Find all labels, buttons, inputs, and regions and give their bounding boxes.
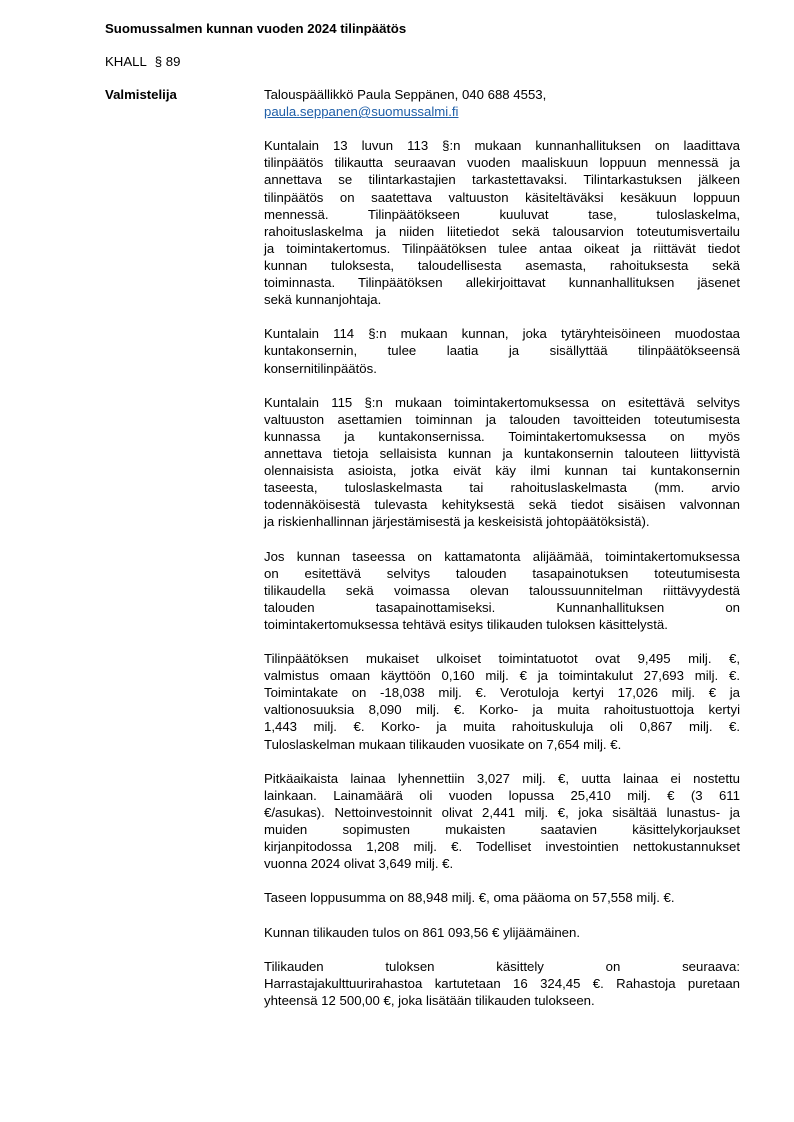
paragraph-line: Tilikauden tuloksen käsittely on seuraava: xyxy=(264,958,740,974)
paragraph-line: rahoituslaskelma ja niiden liitetiedot sekä talousarvion toteutumisvertailu xyxy=(264,223,740,239)
paragraph-line: todennäköisestä tulevasta kehityksestä sekä tiedot sisäisen valvonnan xyxy=(264,497,740,513)
paragraph-line: valmistus omaan käyttöön 0,160 milj. € ja toimintakulut 27,693 milj. €. xyxy=(264,668,740,684)
meeting-reference xyxy=(105,53,180,70)
paragraph-line: valtionosuuksia 8,090 milj. €. Korko- ja muita rahoitustuottoja kertyi xyxy=(264,702,740,718)
paragraph-line: ja riskienhallinnan järjestämisestä ja keskeisistä johtopäätöksistä). xyxy=(264,514,650,530)
paragraph-line: €/asukas). Nettoinvestoinnit olivat 2,441 milj. €, joka sisältää lunastus- ja xyxy=(264,804,740,820)
body-paragraph xyxy=(264,137,740,308)
paragraph-line: mennessä. Tilinpäätökseen kuuluvat tase, tuloslaskelma, xyxy=(264,206,740,222)
paragraph-line: taseesta, tuloslaskelmasta tai rahoituslaskelmasta (mm. arvio xyxy=(264,480,740,496)
paragraph-line: toimintakertomuksessa tehtävä esitys tilikauden tuloksen käsittelystä. xyxy=(264,616,668,632)
body-paragraph xyxy=(264,650,740,753)
body-paragraph xyxy=(264,548,740,633)
paragraph-line: on esitettävä selvitys talouden tasapainotuksen toteutumisesta xyxy=(264,565,740,581)
paragraph-line: kunnan tuloksesta, taloudellisesta asemasta, rahoituksesta sekä xyxy=(264,257,740,273)
paragraph-line: muiden sopimusten mukaisten saatavien käsittelykorjaukset xyxy=(264,822,740,838)
paragraph-line: olennaisista asioista, jotka eivät käy ilmi kunnan tai kuntakonsernin xyxy=(264,463,740,479)
paragraph-line: toiminnasta. Tilinpäätöksen allekirjoittavat kunnanhallituksen jäsenet xyxy=(264,275,740,291)
body-paragraph xyxy=(264,325,740,376)
body-paragraph xyxy=(264,924,740,941)
paragraph-line: kirjanpitodossa 1,208 milj. €. Todelliset investointien nettokustannukset xyxy=(264,839,740,855)
paragraph-line: tilikaudella sekä voimassa olevan taloussuunnitelman riittävyydestä xyxy=(264,582,740,598)
body-paragraph xyxy=(264,394,740,531)
paragraph-line: Harrastajakulttuurirahastoa kartutetaan 16 324,45 €. Rahastoja puretaan xyxy=(264,975,740,991)
paragraph-line: annettava tietoja sellaisista kunnan ja kuntakonsernin talouteen liittyvistä xyxy=(264,445,740,461)
paragraph-line: kuntakonsernin, tulee laatia ja sisällyttää tilinpäätökseensä xyxy=(264,343,740,359)
body-paragraph xyxy=(264,958,740,1009)
paragraph-line: Taseen loppusumma on 88,948 milj. €, oma pääoma on 57,558 milj. €. xyxy=(264,890,675,906)
paragraph-line: Kuntalain 13 luvun 113 §:n mukaan kunnanhallituksen on laadittava xyxy=(264,138,740,154)
document-title: Suomussalmen kunnan vuoden 2024 tilinpäätös xyxy=(105,21,407,36)
paragraph-line: annettava se tilintarkastajien tarkastettavaksi. Tilintarkastuksen jälkeen xyxy=(264,172,740,188)
body-paragraphs xyxy=(264,137,740,1009)
preparer-label: Valmistelija xyxy=(105,87,177,102)
paragraph-line: Jos kunnan taseessa on kattamatonta alijäämää, toimintakertomuksessa xyxy=(264,548,740,564)
paragraph-line: vuonna 2024 olivat 3,649 milj. €. xyxy=(264,856,454,872)
preparer-contact xyxy=(264,86,740,120)
paragraph-line: tilinpäätös on saatettava valtuuston käsiteltäväksi kesäkuun loppuun xyxy=(264,189,740,205)
paragraph-line: Pitkäaikaista lainaa lyhennettiin 3,027 milj. €, uutta lainaa ei nostettu xyxy=(264,770,740,786)
body-paragraph xyxy=(264,770,740,873)
preparer-email-link[interactable]: paula.seppanen@suomussalmi.fi xyxy=(264,104,459,120)
paragraph-line: valtuuston asettamien toiminnan ja talouden tavoitteiden toteutumisesta xyxy=(264,411,740,427)
paragraph-line: sekä kunnanjohtaja. xyxy=(264,292,382,308)
paragraph-line: ja toimintakertomus. Tilinpäätöksen tulee antaa oikeat ja riittävät tiedot xyxy=(264,240,740,256)
paragraph-line: talouden tasapainottamiseksi. Kunnanhallituksen on xyxy=(264,599,740,615)
body-code: KHALL xyxy=(105,54,147,69)
paragraph-line: lainkaan. Lainamäärä oli vuoden lopussa 25,410 milj. € (3 611 xyxy=(264,787,740,803)
document-body xyxy=(264,86,740,1026)
paragraph-line: Tuloslaskelman mukaan tilikauden vuosikate on 7,654 milj. €. xyxy=(264,736,622,752)
paragraph-line: 1,443 milj. €. Korko- ja muita rahoituskuluja oli 0,867 milj. €. xyxy=(264,719,740,735)
paragraph-line: Kuntalain 115 §:n mukaan toimintakertomuksessa on esitettävä selvitys xyxy=(264,394,740,410)
paragraph-line: yhteensä 12 500,00 €, joka lisätään tilikauden tulokseen. xyxy=(264,992,595,1008)
section-number: § 89 xyxy=(154,54,181,69)
paragraph-line: tilinpäätös tilikautta seuraavan vuoden maaliskuun loppuun mennessä ja xyxy=(264,155,740,171)
paragraph-line: kunnassa ja kuntakonsernissa. Toimintakertomuksessa on myös xyxy=(264,428,740,444)
paragraph-line: konsernitilinpäätös. xyxy=(264,360,377,376)
body-paragraph xyxy=(264,889,740,906)
preparer-name-phone: Talouspäällikkö Paula Seppänen, 040 688 4553, xyxy=(264,87,547,102)
paragraph-line: Kuntalain 114 §:n mukaan kunnan, joka tytäryhteisöineen muodostaa xyxy=(264,326,740,342)
paragraph-line: Tilinpäätöksen mukaiset ulkoiset toimintatuotot ovat 9,495 milj. €, xyxy=(264,651,740,667)
paragraph-line: Toimintakate on -18,038 milj. €. Verotuloja kertyi 17,026 milj. € ja xyxy=(264,685,740,701)
paragraph-line: Kunnan tilikauden tulos on 861 093,56 € ylijäämäinen. xyxy=(264,924,580,940)
